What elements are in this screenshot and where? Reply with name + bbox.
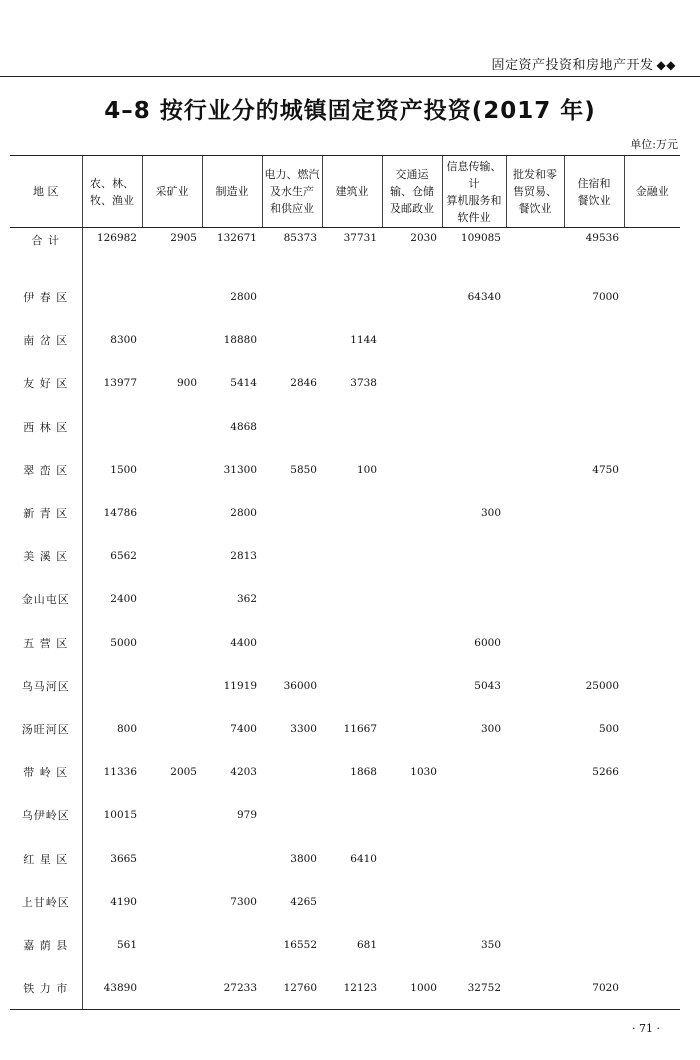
column-header: 电力、燃汽 及水生产 和供应业	[262, 156, 322, 228]
value-cell: 3738	[350, 377, 377, 390]
table-body	[10, 228, 680, 1010]
value-cell	[142, 794, 202, 837]
value-cell: 4750	[592, 463, 619, 476]
value-cell	[382, 491, 442, 534]
value-cell: 5414	[230, 377, 257, 390]
value-cell	[262, 578, 322, 621]
value-cell	[142, 880, 202, 923]
value-cell: 37731	[343, 232, 377, 244]
value-cell	[322, 405, 382, 448]
region-cell: 乌马河区	[10, 664, 82, 707]
value-cell	[624, 362, 680, 405]
column-header: 农、林、 牧、渔业	[82, 156, 142, 228]
value-cell	[506, 448, 564, 491]
value-cell: 6410	[350, 852, 377, 865]
value-cell	[564, 535, 624, 578]
value-cell: 3300	[290, 722, 317, 735]
value-cell: 7400	[230, 722, 257, 735]
value-cell	[322, 578, 382, 621]
header-rule	[0, 76, 700, 77]
table-row	[10, 837, 680, 880]
column-header: 建筑业	[322, 156, 382, 228]
value-cell	[564, 794, 624, 837]
value-cell: 2005	[170, 766, 197, 779]
table-row	[10, 923, 680, 966]
value-cell	[506, 664, 564, 707]
value-cell	[262, 535, 322, 578]
value-cell: 14786	[103, 507, 137, 520]
value-cell	[624, 967, 680, 1010]
value-cell: 2030	[410, 232, 437, 244]
value-cell	[322, 491, 382, 534]
diamond-mark-icon: ◆◆	[656, 58, 676, 72]
value-cell	[442, 319, 506, 362]
value-cell: 1868	[350, 766, 377, 779]
value-cell: 979	[236, 809, 257, 822]
value-cell	[442, 405, 506, 448]
value-cell: 2905	[170, 232, 197, 244]
value-cell	[442, 794, 506, 837]
value-cell: 2800	[230, 507, 257, 520]
value-cell	[564, 837, 624, 880]
region-cell: 翠 峦 区	[10, 448, 82, 491]
region-cell: 上甘岭区	[10, 880, 82, 923]
value-cell	[624, 837, 680, 880]
value-cell	[624, 276, 680, 319]
page-number: · 71 ·	[632, 1022, 660, 1035]
value-cell: 8300	[110, 334, 137, 347]
value-cell	[506, 621, 564, 664]
column-header: 采矿业	[142, 156, 202, 228]
value-cell	[262, 405, 322, 448]
value-cell	[82, 405, 142, 448]
table-row	[10, 621, 680, 664]
value-cell	[624, 751, 680, 794]
value-cell	[442, 751, 506, 794]
value-cell	[624, 319, 680, 362]
value-cell	[142, 837, 202, 880]
region-cell: 合 计	[10, 228, 82, 276]
value-cell	[506, 228, 564, 276]
value-cell	[624, 880, 680, 923]
value-cell	[564, 319, 624, 362]
value-cell	[442, 880, 506, 923]
value-cell: 12123	[322, 967, 382, 1010]
table-row	[10, 362, 680, 405]
value-cell: 362	[236, 593, 257, 606]
value-cell	[142, 664, 202, 707]
value-cell: 2813	[230, 550, 257, 563]
region-cell: 伊 春 区	[10, 276, 82, 319]
table-header-row	[10, 156, 680, 228]
table-row	[10, 228, 680, 276]
value-cell	[564, 880, 624, 923]
value-cell	[322, 276, 382, 319]
column-header: 信息传输、计 算机服务和 软件业	[442, 156, 506, 228]
value-cell	[382, 664, 442, 707]
table-row	[10, 880, 680, 923]
value-cell: 350	[480, 938, 501, 951]
value-cell: 132671	[216, 232, 257, 244]
region-cell: 铁 力 市	[10, 967, 82, 1010]
value-cell	[322, 880, 382, 923]
value-cell	[442, 535, 506, 578]
value-cell	[142, 967, 202, 1010]
value-cell	[564, 491, 624, 534]
value-cell	[624, 535, 680, 578]
value-cell	[322, 535, 382, 578]
region-cell: 友 好 区	[10, 362, 82, 405]
value-cell	[624, 923, 680, 966]
value-cell: 5000	[110, 636, 137, 649]
region-cell: 嘉 荫 县	[10, 923, 82, 966]
value-cell	[382, 405, 442, 448]
value-cell: 300	[480, 507, 501, 520]
running-head-text: 固定资产投资和房地产开发	[491, 58, 654, 73]
value-cell	[142, 923, 202, 966]
value-cell: 681	[356, 938, 377, 951]
value-cell: 5850	[290, 463, 317, 476]
table-row	[10, 967, 680, 1010]
value-cell: 85373	[283, 232, 317, 244]
table-row	[10, 578, 680, 621]
value-cell	[506, 707, 564, 750]
value-cell	[442, 362, 506, 405]
table-row	[10, 707, 680, 750]
value-cell	[382, 578, 442, 621]
value-cell	[506, 362, 564, 405]
region-cell: 乌伊岭区	[10, 794, 82, 837]
value-cell	[624, 621, 680, 664]
value-cell	[142, 578, 202, 621]
value-cell	[624, 578, 680, 621]
value-cell: 16552	[283, 938, 317, 951]
value-cell	[262, 276, 322, 319]
value-cell	[202, 837, 262, 880]
value-cell	[624, 491, 680, 534]
value-cell	[506, 578, 564, 621]
value-cell: 6562	[110, 550, 137, 563]
value-cell: 500	[598, 722, 619, 735]
value-cell	[442, 448, 506, 491]
value-cell: 5266	[592, 766, 619, 779]
value-cell	[142, 448, 202, 491]
value-cell	[564, 923, 624, 966]
value-cell: 7020	[564, 967, 624, 1010]
value-cell: 1144	[350, 334, 377, 347]
value-cell	[262, 621, 322, 664]
value-cell	[382, 621, 442, 664]
value-cell	[322, 794, 382, 837]
value-cell: 12760	[262, 967, 322, 1010]
value-cell	[262, 794, 322, 837]
unit-label: 单位:万元	[630, 138, 678, 151]
value-cell	[506, 923, 564, 966]
column-header: 制造业	[202, 156, 262, 228]
value-cell	[506, 880, 564, 923]
column-header: 批发和零 售贸易、 餐饮业	[506, 156, 564, 228]
value-cell: 36000	[283, 679, 317, 692]
value-cell	[506, 535, 564, 578]
value-cell	[142, 621, 202, 664]
value-cell	[506, 319, 564, 362]
value-cell	[142, 405, 202, 448]
region-cell: 五 营 区	[10, 621, 82, 664]
value-cell: 64340	[467, 291, 501, 304]
value-cell: 11667	[343, 722, 377, 735]
value-cell: 1500	[110, 463, 137, 476]
value-cell	[506, 837, 564, 880]
value-cell	[442, 837, 506, 880]
value-cell: 109085	[460, 232, 501, 244]
value-cell	[506, 967, 564, 1010]
table-row	[10, 405, 680, 448]
value-cell	[564, 362, 624, 405]
value-cell: 32752	[442, 967, 506, 1010]
value-cell: 49536	[585, 232, 619, 244]
value-cell	[82, 664, 142, 707]
table-row	[10, 535, 680, 578]
value-cell	[142, 707, 202, 750]
value-cell	[382, 448, 442, 491]
value-cell	[506, 491, 564, 534]
value-cell: 4265	[290, 895, 317, 908]
value-cell: 7000	[592, 291, 619, 304]
page-title: 4–8 按行业分的城镇固定资产投资(2017 年)	[104, 98, 596, 124]
value-cell: 4400	[230, 636, 257, 649]
table-row	[10, 794, 680, 837]
value-cell	[382, 837, 442, 880]
value-cell: 43890	[82, 967, 142, 1010]
region-cell: 汤旺河区	[10, 707, 82, 750]
value-cell: 31300	[223, 463, 257, 476]
value-cell	[624, 707, 680, 750]
region-cell: 美 溪 区	[10, 535, 82, 578]
value-cell	[564, 621, 624, 664]
value-cell: 27233	[202, 967, 262, 1010]
column-header: 金融业	[624, 156, 680, 228]
value-cell	[506, 794, 564, 837]
value-cell	[382, 923, 442, 966]
table-row	[10, 491, 680, 534]
value-cell	[382, 319, 442, 362]
value-cell	[382, 794, 442, 837]
value-cell: 4868	[230, 420, 257, 433]
value-cell: 126982	[96, 232, 137, 244]
value-cell: 1000	[382, 967, 442, 1010]
region-cell: 红 星 区	[10, 837, 82, 880]
table-row	[10, 276, 680, 319]
value-cell	[624, 405, 680, 448]
region-cell: 带 岭 区	[10, 751, 82, 794]
value-cell: 5043	[474, 679, 501, 692]
value-cell	[202, 923, 262, 966]
value-cell	[624, 228, 680, 276]
value-cell: 3665	[110, 852, 137, 865]
table-row	[10, 448, 680, 491]
value-cell: 25000	[585, 679, 619, 692]
column-header: 地 区	[10, 156, 82, 228]
value-cell: 2400	[110, 593, 137, 606]
value-cell	[322, 664, 382, 707]
value-cell	[564, 578, 624, 621]
value-cell	[382, 362, 442, 405]
value-cell: 4190	[110, 895, 137, 908]
value-cell	[82, 276, 142, 319]
value-cell	[506, 751, 564, 794]
value-cell	[142, 535, 202, 578]
value-cell: 7300	[230, 895, 257, 908]
value-cell	[382, 276, 442, 319]
table-row	[10, 664, 680, 707]
value-cell: 13977	[103, 377, 137, 390]
region-cell: 南 岔 区	[10, 319, 82, 362]
column-header: 住宿和 餐饮业	[564, 156, 624, 228]
value-cell	[262, 319, 322, 362]
region-cell: 新 青 区	[10, 491, 82, 534]
value-cell: 2800	[230, 291, 257, 304]
column-header: 交通运 输、仓储 及邮政业	[382, 156, 442, 228]
value-cell: 4203	[230, 766, 257, 779]
value-cell: 300	[480, 722, 501, 735]
value-cell	[262, 491, 322, 534]
value-cell	[142, 319, 202, 362]
value-cell	[506, 405, 564, 448]
value-cell: 18880	[223, 334, 257, 347]
value-cell	[624, 664, 680, 707]
value-cell	[142, 491, 202, 534]
value-cell: 6000	[474, 636, 501, 649]
value-cell	[142, 276, 202, 319]
region-cell: 西 林 区	[10, 405, 82, 448]
value-cell: 2846	[290, 377, 317, 390]
value-cell	[442, 578, 506, 621]
value-cell	[382, 535, 442, 578]
value-cell	[624, 794, 680, 837]
value-cell: 800	[116, 722, 137, 735]
value-cell	[382, 880, 442, 923]
value-cell: 11919	[223, 679, 257, 692]
value-cell: 10015	[103, 809, 137, 822]
value-cell	[382, 707, 442, 750]
value-cell: 3800	[290, 852, 317, 865]
table-row	[10, 319, 680, 362]
value-cell: 1030	[410, 766, 437, 779]
value-cell: 900	[176, 377, 197, 390]
value-cell	[262, 751, 322, 794]
running-head	[492, 54, 676, 73]
value-cell: 11336	[103, 766, 137, 779]
table-row	[10, 751, 680, 794]
value-cell	[506, 276, 564, 319]
value-cell: 561	[116, 938, 137, 951]
region-cell: 金山屯区	[10, 578, 82, 621]
value-cell	[624, 448, 680, 491]
value-cell	[564, 405, 624, 448]
value-cell: 100	[356, 463, 377, 476]
investment-table	[10, 155, 680, 1010]
value-cell	[322, 621, 382, 664]
